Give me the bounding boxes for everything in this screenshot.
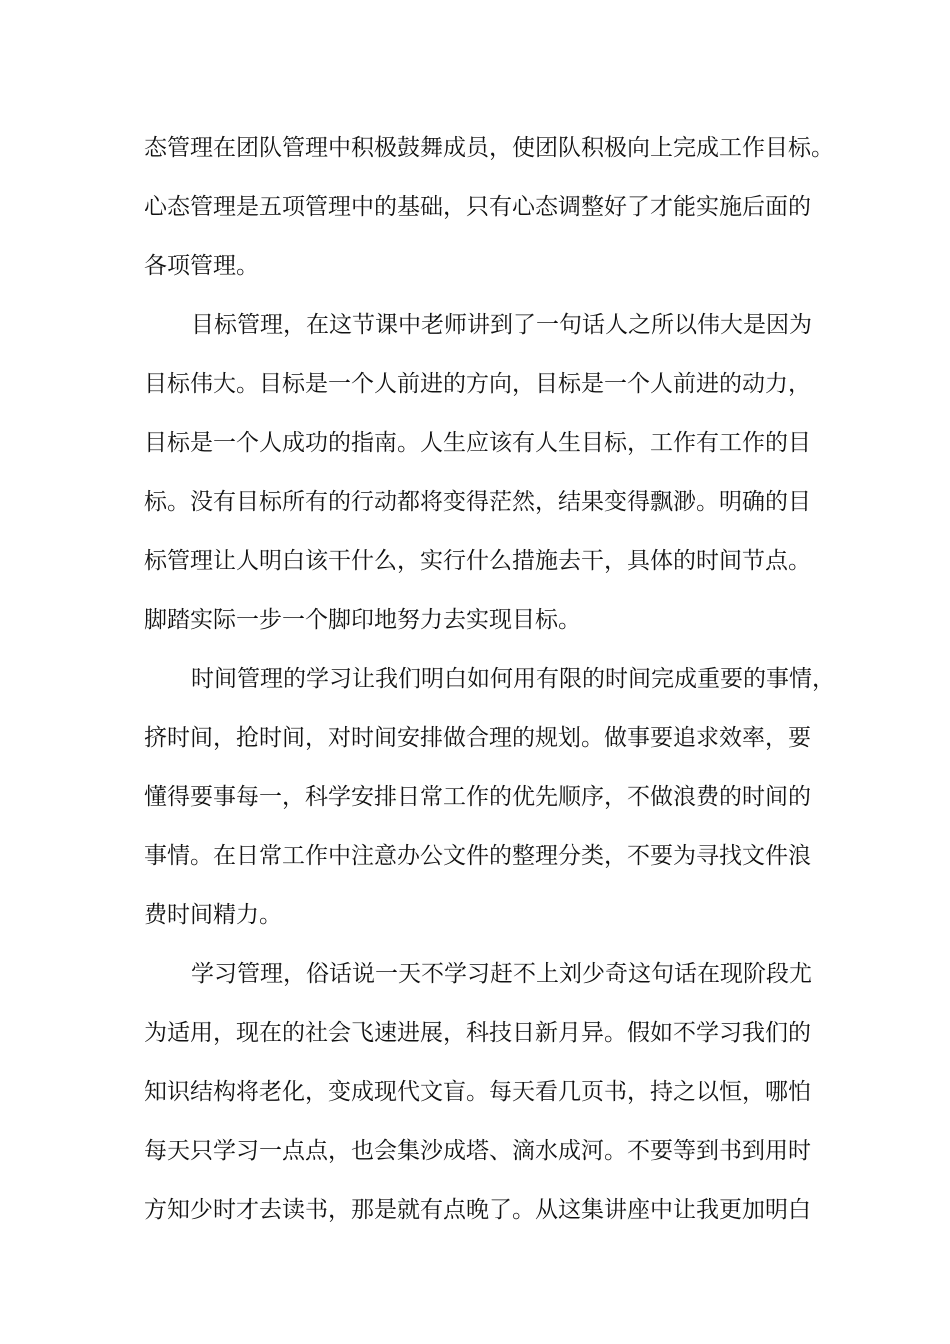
paragraph-first-line: 学习管理，俗话说一天不学习赶不上刘少奇这句话在现阶段尤 bbox=[191, 961, 812, 987]
text-line: 目标伟大。目标是一个人前进的方向，目标是一个人前进的动力， bbox=[144, 371, 811, 397]
paragraph-first-line: 目标管理，在这节课中老师讲到了一句话人之所以伟大是因为 bbox=[191, 312, 812, 338]
text-line: 为适用，现在的社会飞速进展，科技日新月异。假如不学习我们的 bbox=[144, 1020, 811, 1046]
text-line: 懂得要事每一，科学安排日常工作的优先顺序，不做浪费的时间的 bbox=[144, 784, 811, 810]
text-line: 费时间精力。 bbox=[144, 902, 282, 928]
text-line: 心态管理是五项管理中的基础，只有心态调整好了才能实施后面的 bbox=[144, 194, 811, 220]
text-line: 事情。在日常工作中注意办公文件的整理分类，不要为寻找文件浪 bbox=[144, 843, 811, 869]
text-line: 知识结构将老化，变成现代文盲。每天看几页书，持之以恒，哪怕 bbox=[144, 1079, 811, 1105]
text-line: 标管理让人明白该干什么，实行什么措施去干，具体的时间节点。 bbox=[144, 548, 811, 574]
text-line: 各项管理。 bbox=[144, 253, 259, 279]
text-line: 每天只学习一点点，也会集沙成塔、滴水成河。不要等到书到用时 bbox=[144, 1138, 811, 1164]
text-line: 方知少时才去读书，那是就有点晚了。从这集讲座中让我更加明白 bbox=[144, 1197, 811, 1223]
paragraph-first-line: 时间管理的学习让我们明白如何用有限的时间完成重要的事情， bbox=[191, 666, 835, 692]
text-line: 态管理在团队管理中积极鼓舞成员，使团队积极向上完成工作目标。 bbox=[144, 135, 834, 161]
text-line: 目标是一个人成功的指南。人生应该有人生目标，工作有工作的目 bbox=[144, 430, 811, 456]
text-line: 脚踏实际一步一个脚印地努力去实现目标。 bbox=[144, 607, 581, 633]
text-line: 标。没有目标所有的行动都将变得茫然，结果变得飘渺。明确的目 bbox=[144, 489, 811, 515]
text-line: 挤时间，抢时间，对时间安排做合理的规划。做事要追求效率，要 bbox=[144, 725, 811, 751]
